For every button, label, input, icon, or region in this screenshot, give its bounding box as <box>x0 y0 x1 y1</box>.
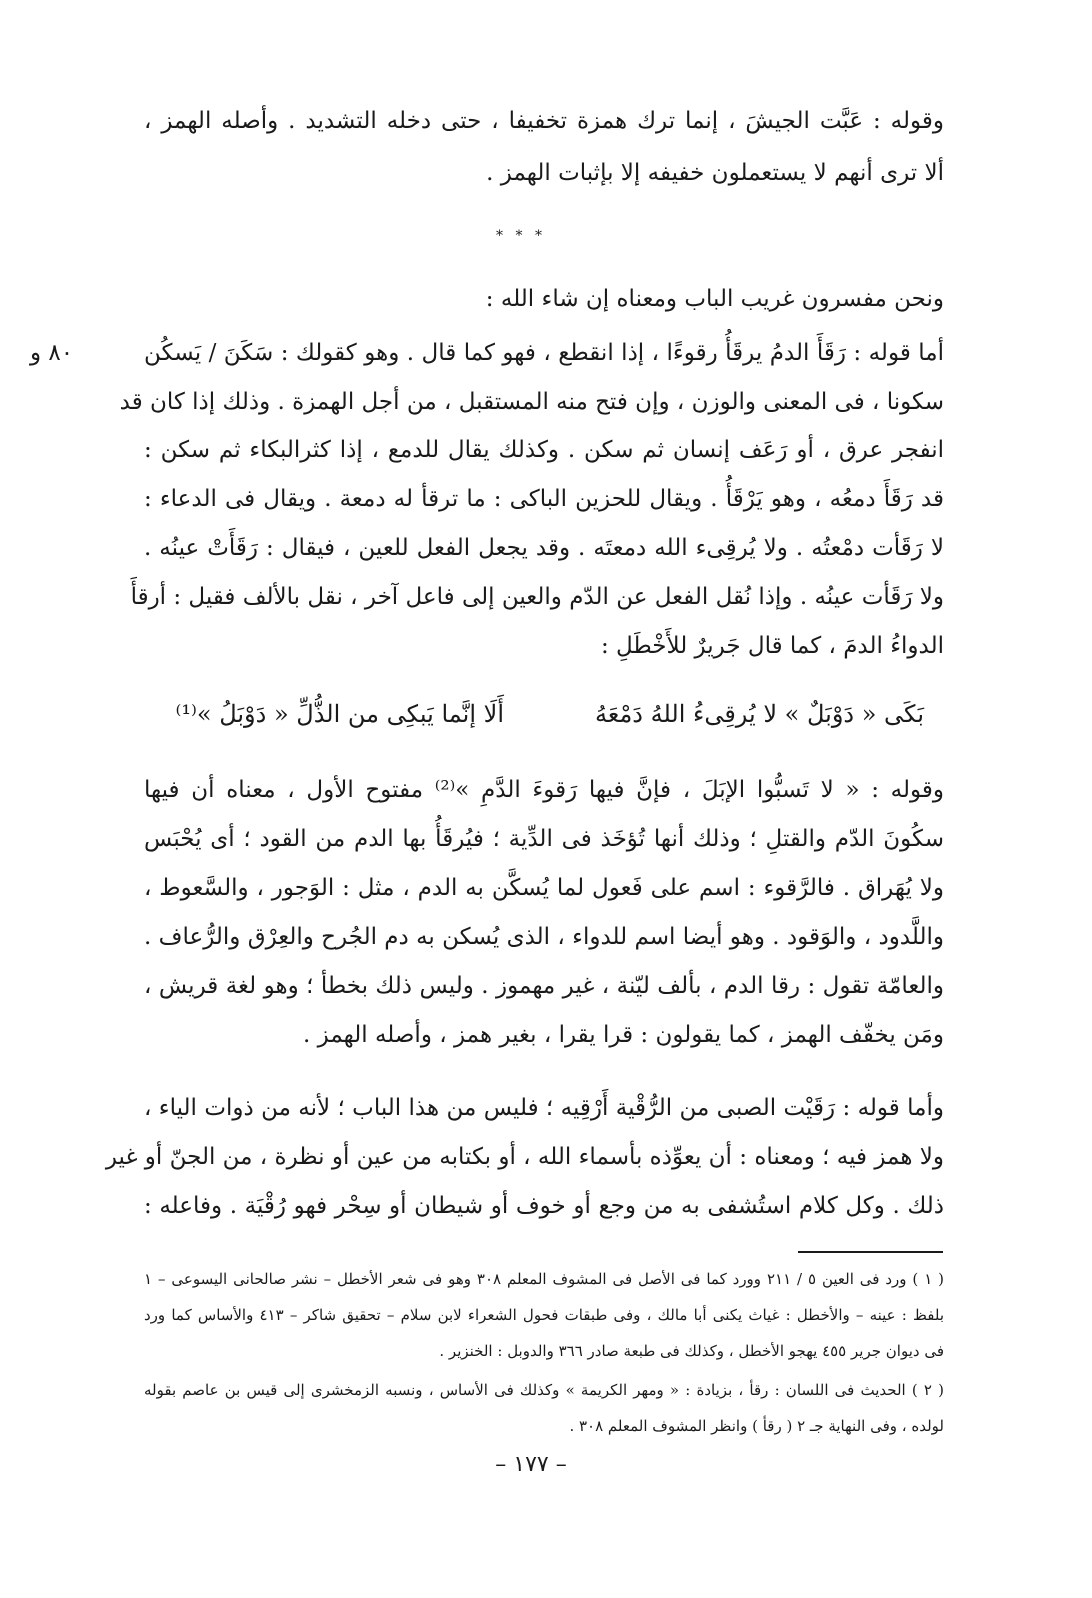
body-line: ذلك . وكل كلام استُشفى به من وجع أو خوف أو شيطان أو سِحْر فهو رُقْيَة . وفاعله : <box>144 1193 944 1219</box>
footnote-line: بلفظ : عينه – والأخطل : غياث يكنى أبا مالك ، وفى طبقات فحول الشعراء لابن سلام – تحقيق شاكر – ٤١٣ والأساس كما ورد <box>144 1306 944 1324</box>
verse-hemistich-2: أَلَا إنَّما يَبكِى من الذُّلِّ « دَوْبَلُ »⁽¹⁾ <box>175 700 504 728</box>
body-line: ألا ترى أنهم لا يستعملون خفيفه إلا بإثبات الهمز . <box>486 160 944 186</box>
body-line: ولا همز فيه ؛ ومعناه : أن يعوِّذه بأسماء الله ، أو بكتابه من عين أو نظرة ، من الجنّ أو غير <box>105 1144 944 1170</box>
body-line: والعامّة تقول : رقا الدم ، بألف ليّنة ، غير مهموز . وليس ذلك بخطأ ؛ وهو لغة قريش ، <box>144 973 944 999</box>
body-line: ونحن مفسرون غريب الباب ومعناه إن شاء الله : <box>485 286 944 312</box>
body-line: وأما قوله : رَقَيْت الصبى من الرُّقْية أَرْقِيه ؛ فليس من هذا الباب ؛ لأنه من ذوات الياء ، <box>144 1095 944 1121</box>
verse-hemistich-1: بَكَى « دَوْبَلٌ » لا يُرقِىءُ اللهُ دَمْعَهُ <box>595 700 924 728</box>
footnote-rule <box>798 1251 943 1253</box>
body-line: ولا رَقَأت عينُه . وإذا نُقل الفعل عن الدّم والعين إلى فاعل آخر ، نقل بالألف فقيل : أرقأَ <box>130 584 944 610</box>
footnote-line: فى ديوان جرير ٤٥٥ يهجو الأخطل ، وكذلك فى طبعة صادر ٣٦٦ والدوبل : الخنزير . <box>439 1342 944 1360</box>
body-line: لا رَقَأت دمْعتُه . ولا يُرقِىء الله دمعتَه . وقد يجعل الفعل للعين ، فيقال : رَقَأَتْ عينُه . <box>144 535 944 561</box>
margin-folio-note: ٨٠ و <box>30 340 74 366</box>
body-line: واللَّدود ، والوَقود . وهو أيضا اسم للدواء ، الذى يُسكن به دم الجُرح والعِرْق والرُّعاف . <box>144 924 944 950</box>
body-line: سكونا ، فى المعنى والوزن ، وإن فتح منه المستقبل ، من أجل الهمزة . وذلك إذا كان قد <box>119 389 944 415</box>
page-number: – ١٧٧ – <box>495 1452 567 1477</box>
footnote-line: ( ٢ ) الحديث فى اللسان : رقأ ، بزيادة : « ومهر الكريمة » وكذلك فى الأساس ، ونسبه الزمخشرى إلى قيس بن عاصم بقوله <box>144 1381 944 1399</box>
body-line: قد رَقَأَ دمعُه ، وهو يَرْقَأُ . ويقال للحزين الباكى : ما ترقأ له دمعة . ويقال فى الدعاء : <box>144 486 944 512</box>
body-line: ولا يُهَراق . فالرَّقوء : اسم على فَعول لما يُسكَّن به الدم ، مثل : الوَجور ، والسَّعوط ، <box>144 875 944 901</box>
body-line: أما قوله : رَقَأَ الدمُ يرقَأُ رقوءًا ، إذا انقطع ، فهو كما قال . وهو كقولك : سَكَنَ / يَسكُن <box>144 340 944 366</box>
body-line: انفجر عرق ، أو رَعَف إنسان ثم سكن . وكذلك يقال للدمع ، إذا كثرالبكاء ثم سكن : <box>144 437 944 463</box>
footnote-line: ( ١ ) ورد فى العين ٥ / ٢١١ وورد كما فى الأصل فى المشوف المعلم ٣٠٨ وهو فى شعر الأخطل – نشر صالحانى اليسوعى – ١ <box>144 1270 945 1288</box>
body-line: ومَن يخفّف الهمز ، كما يقولون : قرا يقرا ، بغير همز ، وأصله الهمز . <box>303 1022 944 1048</box>
body-line: سكُونَ الدّم والقتلِ ؛ وذلك أنها تُؤخَذ فى الدِّية ؛ فيُرقَأُ بها الدم من القود ؛ أى يُحْبَس <box>144 826 944 852</box>
footnote-line: لولده ، وفى النهاية جـ ٢ ( رقأ ) وانظر المشوف المعلم ٣٠٨ . <box>569 1417 944 1435</box>
body-line: وقوله : عَبَّت الجيشَ ، إنما ترك همزة تخفيفا ، حتى دخله التشديد . وأصله الهمز ، <box>144 108 944 134</box>
poetry-verse <box>144 700 944 740</box>
body-line: الدواءُ الدمَ ، كما قال جَريرٌ للأَخْطَلِ : <box>600 633 944 659</box>
section-separator: * * * <box>496 228 546 244</box>
body-line: وقوله : « لا تَسبُّوا الإبَلَ ، فإنَّ فيها رَقوءَ الدَّمِ »⁽²⁾ مفتوح الأول ، معناه أن فيها <box>144 777 944 803</box>
